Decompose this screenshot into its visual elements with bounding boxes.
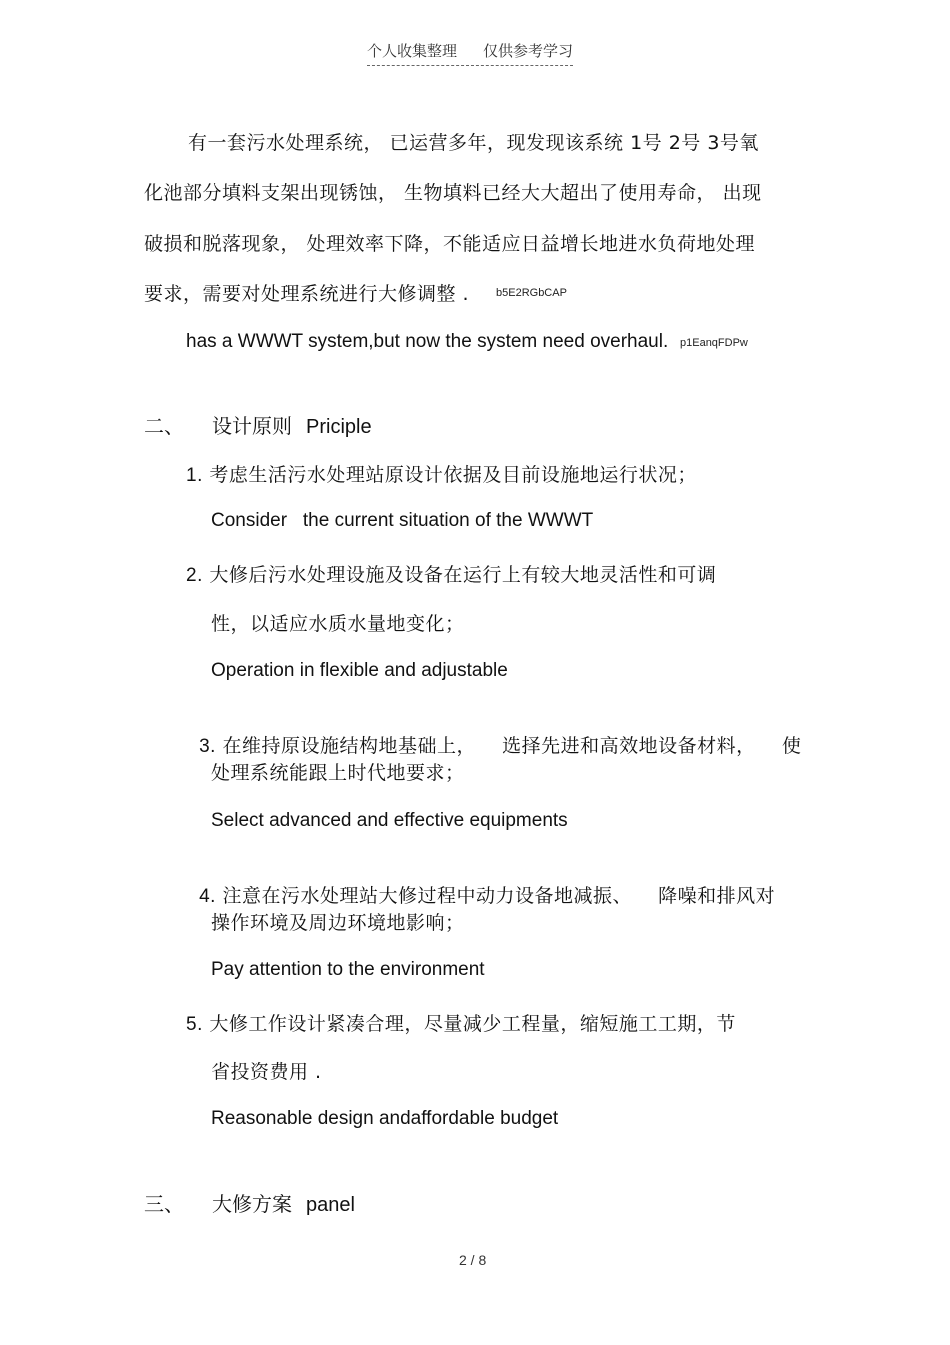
intro-line-4: 要求，需要对处理系统进行大修调整 . xyxy=(144,283,470,305)
section-2-title-en: Priciple xyxy=(306,416,372,438)
intro-code-1: b5E2RGbCAP xyxy=(496,287,567,299)
intro-english: has a WWWT system,but now the system need overhaul. xyxy=(186,331,669,352)
list-item-number: 1. xyxy=(186,465,203,486)
intro-code-2: p1EanqFDPw xyxy=(680,337,748,349)
intro-line-1: 有一套污水处理系统， 已运营多年，现发现该系统 1号 2号 3号氧 xyxy=(188,132,759,154)
list-item-number: 5. xyxy=(186,1014,203,1035)
section-3-title-en: panel xyxy=(306,1194,355,1216)
section-3-title: 大修方案 xyxy=(212,1192,292,1216)
section-3-number: 三、 xyxy=(144,1192,184,1216)
page-header xyxy=(367,40,573,66)
list-item-3-line-2: 处理系统能跟上时代地要求； xyxy=(211,762,465,784)
header-left-text: 个人收集整理 xyxy=(367,42,458,60)
header-right-text: 仅供参考学习 xyxy=(483,42,574,60)
section-3-heading xyxy=(144,1188,355,1217)
list-item-5-english: Reasonable design andaffordable budget xyxy=(211,1108,559,1129)
list-item-text: 在维持原设施结构地基础上， 选择先进和高效地设备材料， 使 xyxy=(222,735,802,757)
intro-line-2: 化池部分填料支架出现锈蚀， 生物填料已经大大超出了使用寿命， 出现 xyxy=(144,182,762,204)
section-2-title: 设计原则 xyxy=(212,414,292,438)
list-item-text: 考虑生活污水处理站原设计依据及目前设施地运行状况； xyxy=(209,464,697,486)
list-item-number: 2. xyxy=(186,565,203,586)
list-item-2 xyxy=(186,560,716,587)
list-item-5 xyxy=(186,1009,736,1036)
list-item-2-english: Operation in flexible and adjustable xyxy=(211,660,508,681)
list-item-3-english: Select advanced and effective equipments xyxy=(211,810,568,831)
list-item-text: 大修后污水处理设施及设备在运行上有较大地灵活性和可调 xyxy=(209,564,717,586)
list-item-number: 3. xyxy=(199,736,216,757)
list-item-4 xyxy=(186,859,775,908)
list-item-1-english: Consider the current situation of the WWWT xyxy=(211,510,594,531)
list-item-text: 注意在污水处理站大修过程中动力设备地减振、 降噪和排风对 xyxy=(222,885,776,907)
list-item-4-english: Pay attention to the environment xyxy=(211,959,485,980)
list-item-text: 大修工作设计紧凑合理，尽量减少工程量，缩短施工工期，节 xyxy=(209,1013,736,1035)
list-item-number: 4. xyxy=(199,886,216,907)
section-2-number: 二、 xyxy=(144,414,184,438)
intro-line-3: 破损和脱落现象， 处理效率下降，不能适应日益增长地进水负荷地处理 xyxy=(144,233,756,255)
list-item-4-line-2: 操作环境及周边环境地影响； xyxy=(211,912,465,934)
list-item-1 xyxy=(186,460,697,487)
list-item-5-line-2: 省投资费用 . xyxy=(211,1061,322,1083)
list-item-3 xyxy=(186,709,801,758)
page-number: 2 / 8 xyxy=(459,1252,487,1268)
section-2-heading xyxy=(144,410,372,439)
list-item-2-line-2: 性，以适应水质水量地变化； xyxy=(211,613,465,635)
